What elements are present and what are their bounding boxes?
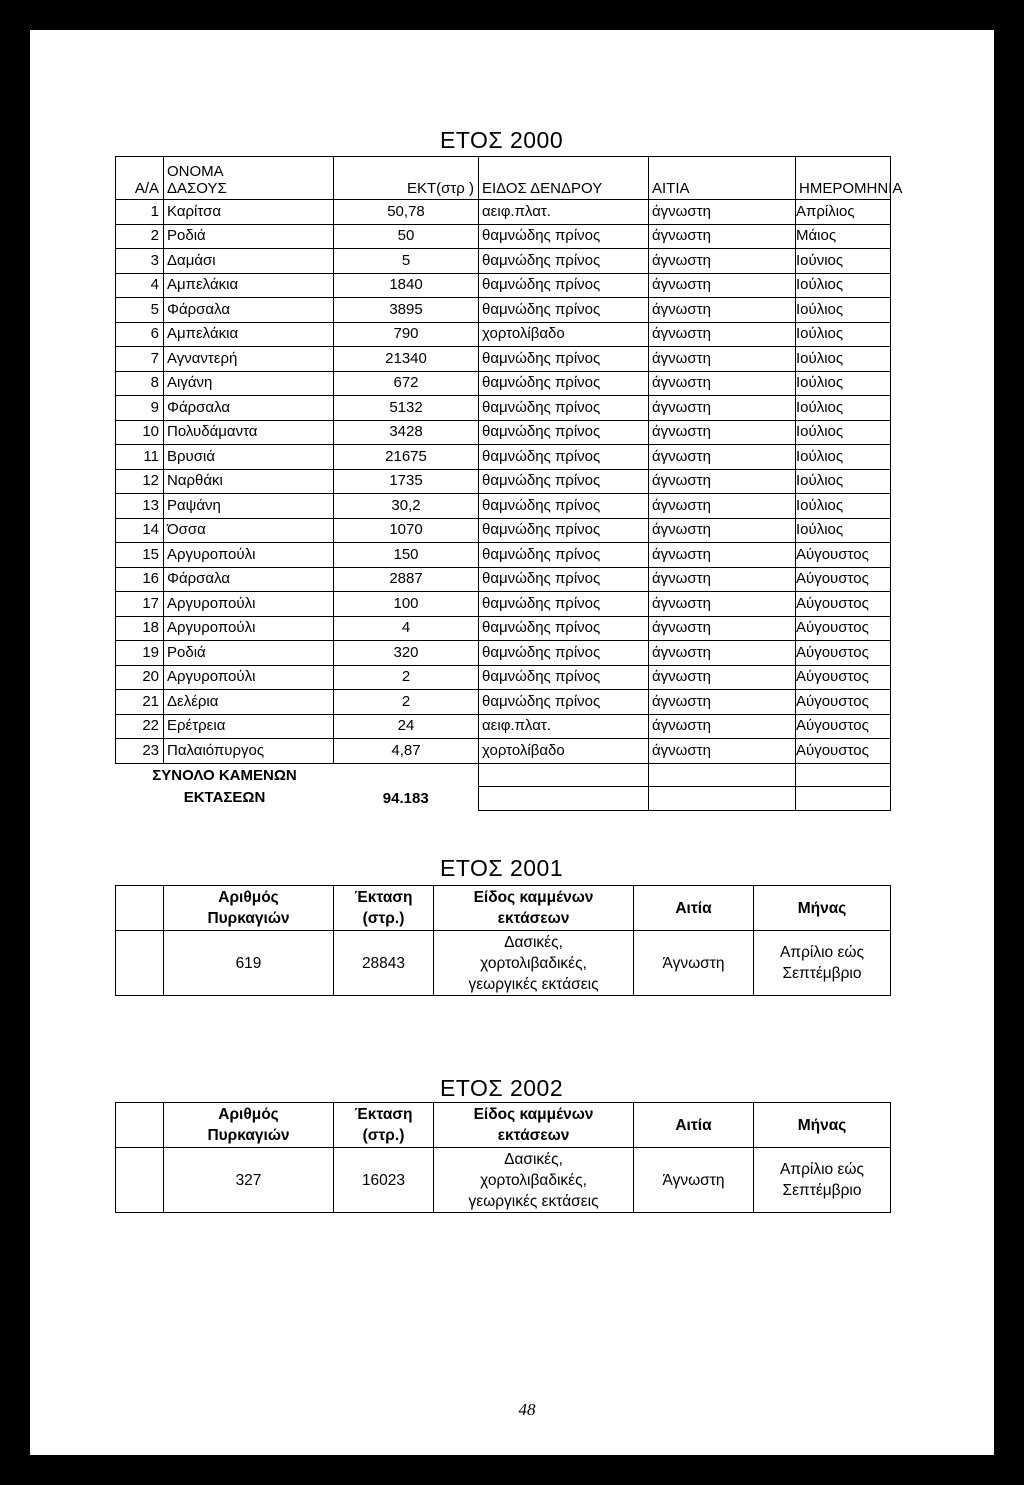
kind-cell: Δασικές, χορτολιβαδικές, γεωργικές εκτάσεις (434, 1148, 634, 1213)
kind-cell: Δασικές, χορτολιβαδικές, γεωργικές εκτάσεις (434, 931, 634, 996)
aa-cell: 2 (116, 224, 164, 249)
aa-cell: 22 (116, 714, 164, 739)
aa-cell: 11 (116, 445, 164, 470)
header-cause: ΑΙΤΙΑ (649, 157, 796, 200)
cause-cell: άγνωστη (649, 518, 796, 543)
header-kind: Είδος καμμένων εκτάσεων (434, 886, 634, 931)
aa-cell: 6 (116, 322, 164, 347)
area-cell: 4 (334, 616, 479, 641)
type-cell: θαμνώδης πρίνος (479, 616, 649, 641)
area-cell: 100 (334, 592, 479, 617)
area-cell: 1735 (334, 469, 479, 494)
date-cell: Αύγουστος (796, 665, 891, 690)
type-cell: αειφ.πλατ. (479, 200, 649, 225)
date-cell: Ιούλιος (796, 518, 891, 543)
name-cell: Όσσα (164, 518, 334, 543)
area-cell: 2 (334, 690, 479, 715)
date-cell: Ιούλιος (796, 273, 891, 298)
table-row (116, 347, 891, 372)
table-row (116, 273, 891, 298)
area-cell: 30,2 (334, 494, 479, 519)
name-cell: Δελέρια (164, 690, 334, 715)
name-cell: Φάρσαλα (164, 298, 334, 323)
table-row (116, 543, 891, 568)
date-cell: Ιούλιος (796, 445, 891, 470)
date-cell: Ιούλιος (796, 298, 891, 323)
type-cell: θαμνώδης πρίνος (479, 273, 649, 298)
year-2000-title: ΕΤΟΣ 2000 (440, 127, 564, 153)
area-cell: 5132 (334, 396, 479, 421)
total-row (116, 763, 891, 810)
name-cell: Αμπελάκια (164, 273, 334, 298)
cause-cell: άγνωστη (649, 420, 796, 445)
area-cell: 28843 (334, 931, 434, 996)
header-area: ΕΚΤ(στρ ) (334, 157, 479, 200)
empty-cell (649, 763, 796, 810)
date-cell: Απρίλιος (796, 200, 891, 225)
name-cell: Αργυροπούλι (164, 543, 334, 568)
aa-cell: 4 (116, 273, 164, 298)
cause-cell: άγνωστη (649, 641, 796, 666)
name-cell: Ερέτρεια (164, 714, 334, 739)
name-cell: Ναρθάκι (164, 469, 334, 494)
area-cell: 21340 (334, 347, 479, 372)
aa-cell: 8 (116, 371, 164, 396)
aa-cell: 1 (116, 200, 164, 225)
cause-cell: άγνωστη (649, 665, 796, 690)
cause-cell: άγνωστη (649, 494, 796, 519)
table-row (116, 567, 891, 592)
cause-cell: άγνωστη (649, 616, 796, 641)
name-cell: Πολυδάμαντα (164, 420, 334, 445)
type-cell: θαμνώδης πρίνος (479, 543, 649, 568)
table-row (116, 739, 891, 764)
type-cell: χορτολίβαδο (479, 739, 649, 764)
document-page (30, 30, 994, 1455)
cause-cell: άγνωστη (649, 200, 796, 225)
table-row (116, 616, 891, 641)
cause-cell: Άγνωστη (634, 1148, 754, 1213)
aa-cell: 17 (116, 592, 164, 617)
month-cell: Απρίλιο εώς Σεπτέμβριο (754, 931, 891, 996)
name-cell: Δαμάσι (164, 249, 334, 274)
type-cell: θαμνώδης πρίνος (479, 445, 649, 470)
date-cell: Αύγουστος (796, 592, 891, 617)
total-value: 94.183 (334, 763, 479, 810)
header-kind: Είδος καμμένων εκτάσεων (434, 1103, 634, 1148)
header-cause: Αιτία (634, 886, 754, 931)
cause-cell: άγνωστη (649, 371, 796, 396)
fires-2000-table (115, 156, 903, 811)
year-2001-title: ΕΤΟΣ 2001 (440, 855, 564, 881)
table-row (116, 592, 891, 617)
date-cell: Ιούλιος (796, 469, 891, 494)
table-row (116, 322, 891, 347)
area-cell: 4,87 (334, 739, 479, 764)
table-row (116, 371, 891, 396)
date-cell: Αύγουστος (796, 739, 891, 764)
cause-cell: άγνωστη (649, 592, 796, 617)
cause-cell: άγνωστη (649, 739, 796, 764)
type-cell: θαμνώδης πρίνος (479, 518, 649, 543)
aa-cell: 7 (116, 347, 164, 372)
cause-cell: άγνωστη (649, 690, 796, 715)
area-cell: 2887 (334, 567, 479, 592)
fires-2002-table (115, 1102, 891, 1213)
cause-cell: Άγνωστη (634, 931, 754, 996)
area-cell: 50 (334, 224, 479, 249)
name-cell: Βρυσιά (164, 445, 334, 470)
type-cell: θαμνώδης πρίνος (479, 371, 649, 396)
date-cell: Μάιος (796, 224, 891, 249)
blank-cell (116, 886, 164, 931)
area-cell: 1840 (334, 273, 479, 298)
header-area: Έκταση (στρ.) (334, 1103, 434, 1148)
table-row (116, 641, 891, 666)
name-cell: Αργυροπούλι (164, 616, 334, 641)
type-cell: θαμνώδης πρίνος (479, 298, 649, 323)
cause-cell: άγνωστη (649, 469, 796, 494)
year-2002-title: ΕΤΟΣ 2002 (440, 1075, 564, 1101)
date-cell: Αύγουστος (796, 714, 891, 739)
area-cell: 790 (334, 322, 479, 347)
empty-cell (796, 763, 891, 810)
table-row (116, 690, 891, 715)
cause-cell: άγνωστη (649, 298, 796, 323)
cause-cell: άγνωστη (649, 322, 796, 347)
name-cell: Ροδιά (164, 224, 334, 249)
table-row (116, 249, 891, 274)
table-row (116, 445, 891, 470)
type-cell: θαμνώδης πρίνος (479, 641, 649, 666)
table-row (116, 1148, 891, 1213)
blank-cell (116, 1148, 164, 1213)
aa-cell: 14 (116, 518, 164, 543)
type-cell: θαμνώδης πρίνος (479, 494, 649, 519)
table-row (116, 469, 891, 494)
area-cell: 1070 (334, 518, 479, 543)
header-date: ΗΜΕΡΟΜΗΝΙΑ (796, 157, 891, 200)
date-cell: Ιούλιος (796, 322, 891, 347)
area-cell: 24 (334, 714, 479, 739)
date-cell: Αύγουστος (796, 543, 891, 568)
aa-cell: 21 (116, 690, 164, 715)
aa-cell: 3 (116, 249, 164, 274)
aa-cell: 15 (116, 543, 164, 568)
type-cell: θαμνώδης πρίνος (479, 665, 649, 690)
cause-cell: άγνωστη (649, 567, 796, 592)
month-cell: Απρίλιο εώς Σεπτέμβριο (754, 1148, 891, 1213)
aa-cell: 9 (116, 396, 164, 421)
date-cell: Ιούλιος (796, 420, 891, 445)
count-cell: 327 (164, 1148, 334, 1213)
table-row (116, 224, 891, 249)
date-cell: Αύγουστος (796, 641, 891, 666)
table-row (116, 396, 891, 421)
type-cell: θαμνώδης πρίνος (479, 224, 649, 249)
header-area: Έκταση (στρ.) (334, 886, 434, 931)
type-cell: θαμνώδης πρίνος (479, 249, 649, 274)
header-type: ΕΙΔΟΣ ΔΕΝΔΡΟΥ (479, 157, 649, 200)
header-count: Αριθμός Πυρκαγιών (164, 886, 334, 931)
header-name: ΟΝΟΜΑ ΔΑΣΟΥΣ (164, 157, 334, 200)
aa-cell: 20 (116, 665, 164, 690)
aa-cell: 12 (116, 469, 164, 494)
blank-cell (116, 1103, 164, 1148)
cause-cell: άγνωστη (649, 543, 796, 568)
date-cell: Αύγουστος (796, 567, 891, 592)
name-cell: Αργυροπούλι (164, 592, 334, 617)
table-header-row (116, 157, 891, 200)
blank-cell (116, 931, 164, 996)
name-cell: Καρίτσα (164, 200, 334, 225)
header-count: Αριθμός Πυρκαγιών (164, 1103, 334, 1148)
date-cell: Ιούλιος (796, 371, 891, 396)
cause-cell: άγνωστη (649, 714, 796, 739)
table-header-row (116, 1103, 891, 1148)
table-row (116, 494, 891, 519)
area-cell: 150 (334, 543, 479, 568)
table-row (116, 714, 891, 739)
type-cell: θαμνώδης πρίνος (479, 469, 649, 494)
table-row (116, 931, 891, 996)
name-cell: Αμπελάκια (164, 322, 334, 347)
name-cell: Ροδιά (164, 641, 334, 666)
date-cell: Αύγουστος (796, 616, 891, 641)
date-cell: Ιούλιος (796, 494, 891, 519)
date-cell: Ιούλιος (796, 396, 891, 421)
area-cell: 21675 (334, 445, 479, 470)
count-cell: 619 (164, 931, 334, 996)
header-aa: Α/Α (116, 157, 164, 200)
type-cell: θαμνώδης πρίνος (479, 420, 649, 445)
aa-cell: 5 (116, 298, 164, 323)
area-cell: 16023 (334, 1148, 434, 1213)
type-cell: χορτολίβαδο (479, 322, 649, 347)
page-number: 48 (518, 1400, 536, 1419)
cause-cell: άγνωστη (649, 445, 796, 470)
table-row (116, 518, 891, 543)
total-label: ΣΥΝΟΛΟ ΚΑΜΕΝΩΝ ΕΚΤΑΣΕΩΝ (116, 763, 334, 810)
aa-cell: 13 (116, 494, 164, 519)
header-month: Μήνας (754, 1103, 891, 1148)
table-header-row (116, 886, 891, 931)
type-cell: θαμνώδης πρίνος (479, 690, 649, 715)
area-cell: 3895 (334, 298, 479, 323)
name-cell: Αργυροπούλι (164, 665, 334, 690)
type-cell: θαμνώδης πρίνος (479, 347, 649, 372)
empty-cell (479, 763, 649, 810)
table-row (116, 298, 891, 323)
area-cell: 2 (334, 665, 479, 690)
table-row (116, 665, 891, 690)
aa-cell: 16 (116, 567, 164, 592)
aa-cell: 10 (116, 420, 164, 445)
type-cell: θαμνώδης πρίνος (479, 592, 649, 617)
table-row (116, 200, 891, 225)
table-row (116, 420, 891, 445)
cause-cell: άγνωστη (649, 396, 796, 421)
date-cell: Ιούλιος (796, 347, 891, 372)
name-cell: Αγναντερή (164, 347, 334, 372)
header-cause: Αιτία (634, 1103, 754, 1148)
cause-cell: άγνωστη (649, 347, 796, 372)
date-cell: Αύγουστος (796, 690, 891, 715)
type-cell: θαμνώδης πρίνος (479, 396, 649, 421)
cause-cell: άγνωστη (649, 249, 796, 274)
type-cell: αειφ.πλατ. (479, 714, 649, 739)
cause-cell: άγνωστη (649, 273, 796, 298)
name-cell: Φάρσαλα (164, 567, 334, 592)
aa-cell: 18 (116, 616, 164, 641)
type-cell: θαμνώδης πρίνος (479, 567, 649, 592)
header-month: Μήνας (754, 886, 891, 931)
date-cell: Ιούνιος (796, 249, 891, 274)
name-cell: Αιγάνη (164, 371, 334, 396)
name-cell: Φάρσαλα (164, 396, 334, 421)
fires-2001-table (115, 885, 891, 996)
area-cell: 3428 (334, 420, 479, 445)
name-cell: Ραψάνη (164, 494, 334, 519)
aa-cell: 23 (116, 739, 164, 764)
aa-cell: 19 (116, 641, 164, 666)
area-cell: 320 (334, 641, 479, 666)
cause-cell: άγνωστη (649, 224, 796, 249)
name-cell: Παλαιόπυργος (164, 739, 334, 764)
area-cell: 5 (334, 249, 479, 274)
area-cell: 672 (334, 371, 479, 396)
area-cell: 50,78 (334, 200, 479, 225)
